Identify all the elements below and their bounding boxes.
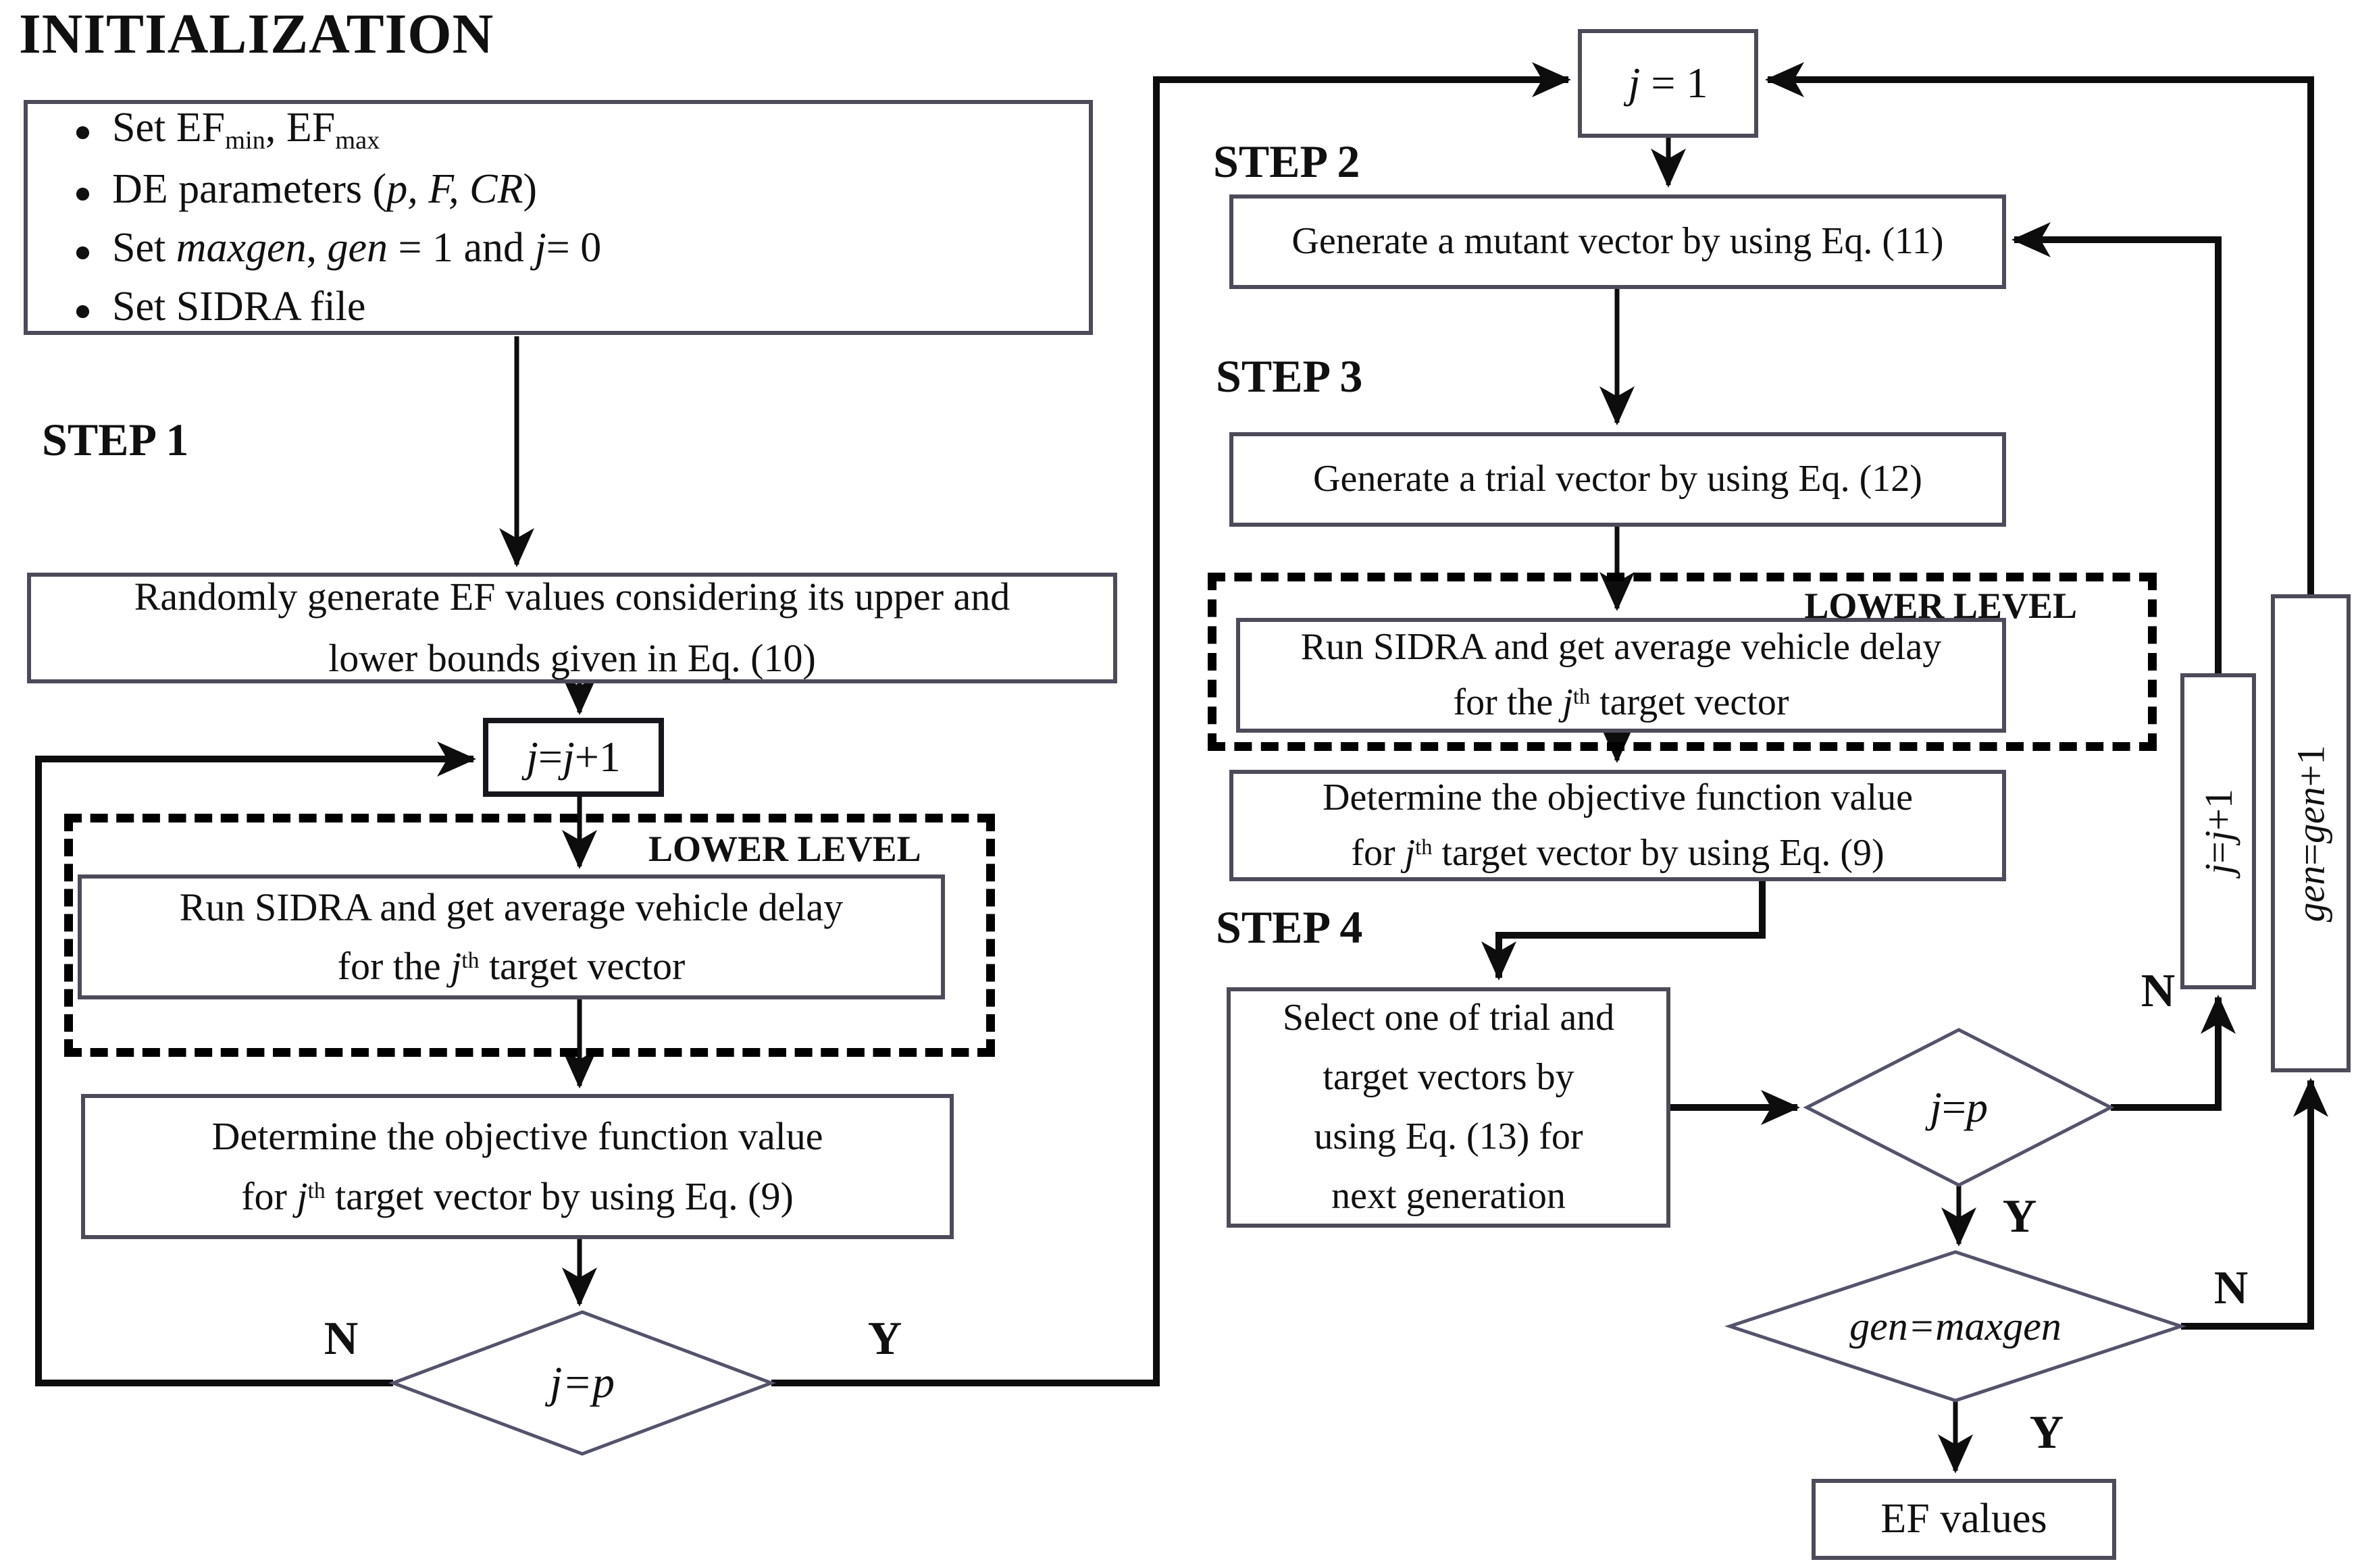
j-init-text: j = 1 [1628,59,1708,107]
decision-jp-left-no-label: N [324,1313,359,1365]
step4-line3: using Eq. (13) for [1314,1116,1583,1157]
decision-jp-left-label: j = p [550,1358,615,1407]
objective-function-box-right [1229,770,2006,881]
decision-gen-maxgen-label: gen=maxgen [1849,1303,2061,1349]
step2-text: Generate a mutant vector by using Eq. (11) [1291,220,1944,263]
step4-line1: Select one of trial and [1282,997,1615,1039]
step3-process-box [1229,432,2006,527]
run-sidra-box-left [78,874,945,999]
step2-process-box [1229,194,2006,289]
decision-jp-right-yes-label: Y [2002,1191,2037,1243]
bullet-icon: ● [74,113,92,148]
ef-values-output-box [1812,1479,2116,1560]
step1-line1: Randomly generate EF values considering its upper and [134,575,1010,619]
step3-heading: STEP 3 [1216,350,1363,402]
step1-process-box [27,573,1117,683]
gen-increment-vertical-box [2271,594,2351,1072]
initialization-box [24,100,1093,335]
decision-jp-right-label: j = p [1930,1083,1988,1131]
step1-heading: STEP 1 [42,414,189,465]
decision-gen-yes-label: Y [2029,1407,2064,1459]
j-increment-box [483,718,664,797]
decision-jp-left-yes-label: Y [867,1313,902,1365]
page-title: INITIALIZATION [19,3,494,66]
decision-jp-right-no-label: N [2141,965,2176,1017]
step2-heading: STEP 2 [1213,136,1360,187]
step1-line2: lower bounds given in Eq. (10) [328,636,816,680]
step4-selection-box [1227,987,1670,1228]
step4-heading: STEP 4 [1216,901,1363,953]
objective-line1: Determine the objective function value [1323,776,1913,818]
objective-line1: Determine the objective function value [211,1114,823,1158]
run-sidra-line2: for the $j^{th}$ target vector [1453,681,1789,723]
step3-text: Generate a trial vector by using Eq. (12) [1313,458,1922,500]
step4-line4: next generation [1331,1174,1566,1217]
objective-function-box-left [81,1094,954,1239]
objective-line2: for $j^{th}$ target vector by using Eq. (9) [1351,831,1885,874]
arrow-objective2-to-step4 [1499,881,1762,978]
step4-line2: target vectors by [1323,1056,1574,1099]
run-sidra-box-right [1236,618,2006,733]
decision-gen-no-label: N [2213,1262,2249,1314]
j-increment-text: j=j+1 [526,733,621,781]
bullet-icon: ● [74,234,92,269]
lower-level-label-right: LOWER LEVEL [1804,585,2077,626]
init-item-set-ef-bounds: ● Set $EF_{min}$, $EF_{max}$ [74,104,380,155]
init-item-de-parameters: ● DE parameters (p, F, CR) [74,166,537,213]
init-item-set-sidra-file: ● Set SIDRA file [74,284,366,330]
j-increment-vertical-box [2180,673,2256,989]
run-sidra-line1: Run SIDRA and get average vehicle delay [179,885,844,929]
run-sidra-line1: Run SIDRA and get average vehicle delay [1300,626,1942,669]
ef-values-text: EF values [1880,1496,2047,1542]
j-init-box [1578,29,1758,138]
run-sidra-line2: for the $j^{th}$ target vector [337,943,686,988]
j-increment-vertical-text: j=j+1 [2196,788,2240,874]
init-item-set-maxgen: ● Set maxgen, gen = 1 and j= 0 [74,225,602,271]
bullet-icon: ● [74,293,92,328]
bullet-icon: ● [74,176,92,210]
lower-level-label-left: LOWER LEVEL [648,829,921,869]
objective-line2: for $j^{th}$ target vector by using Eq. (9) [241,1174,794,1218]
gen-increment-vertical-text: gen=gen+1 [2288,745,2333,922]
